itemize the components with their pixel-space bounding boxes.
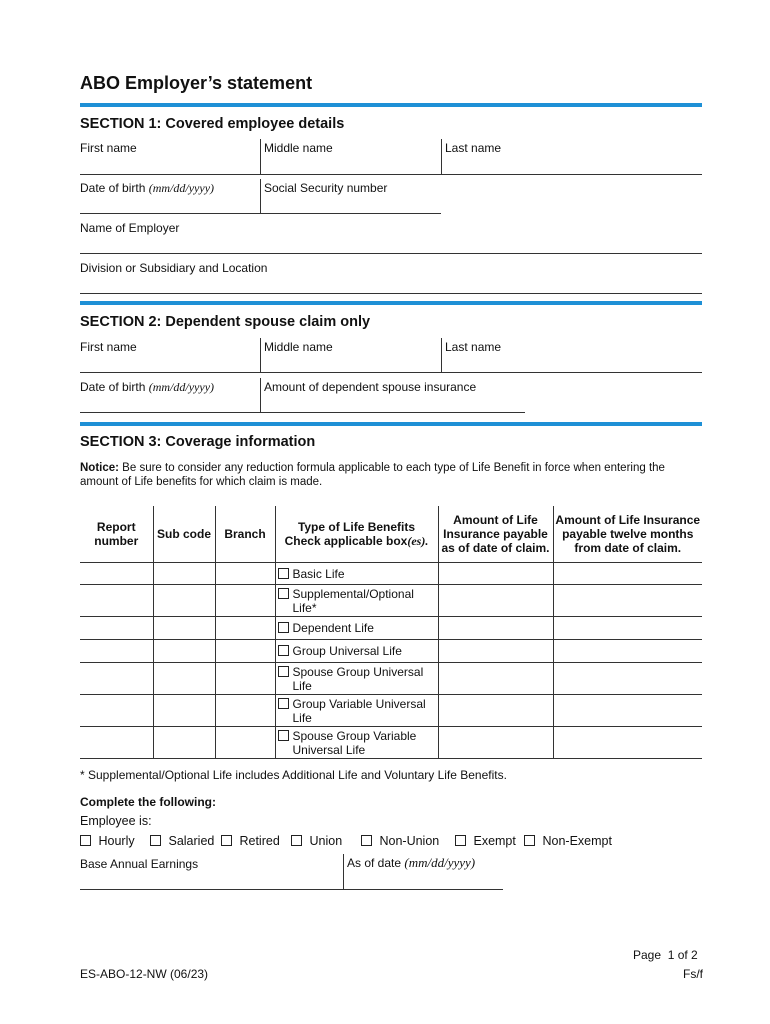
- table-row: [80, 695, 702, 727]
- option-non-union[interactable]: [361, 834, 439, 848]
- amount-date-cell[interactable]: [438, 585, 553, 617]
- sub-code-cell[interactable]: [153, 563, 215, 585]
- s2-first-name-label: First name: [80, 340, 137, 354]
- sub-code-cell[interactable]: [153, 695, 215, 727]
- checkbox-icon[interactable]: [455, 835, 466, 846]
- s2-middle-name-label: Middle name: [264, 340, 333, 354]
- coverage-table: [80, 506, 702, 759]
- s2-amount-label: Amount of dependent spouse insurance: [264, 380, 477, 394]
- option-non-exempt[interactable]: [524, 834, 612, 848]
- col-amount-twelve-months: Amount of Life Insurance payable twelve months from date of claim.: [553, 506, 702, 563]
- option-exempt[interactable]: [455, 834, 516, 848]
- benefit-label: Spouse Group Universal Life: [292, 664, 424, 693]
- col-type-of-benefits: [275, 506, 438, 563]
- s1-middle-name-field[interactable]: [260, 141, 441, 174]
- section-divider: [80, 422, 702, 426]
- s2-amount-field[interactable]: [260, 380, 525, 412]
- option-label: Non-Exempt: [542, 834, 612, 848]
- sub-code-cell[interactable]: [153, 727, 215, 759]
- s1-dob-field[interactable]: [80, 181, 260, 213]
- s1-ssn-label: Social Security number: [264, 181, 388, 195]
- checkbox-icon[interactable]: [80, 835, 91, 846]
- option-label: Hourly: [98, 834, 135, 848]
- table-row: [80, 663, 702, 695]
- section3-heading: SECTION 3: Coverage information: [80, 434, 316, 450]
- benefit-basic-life[interactable]: [275, 563, 438, 585]
- s2-last-name-field[interactable]: [441, 340, 702, 372]
- amount-twelve-cell[interactable]: [553, 617, 702, 640]
- sub-code-cell[interactable]: [153, 640, 215, 663]
- s1-last-name-field[interactable]: [441, 141, 702, 174]
- amount-date-cell[interactable]: [438, 617, 553, 640]
- footnote: * Supplemental/Optional Life includes Additional Life and Voluntary Life Benefits.: [80, 768, 507, 782]
- base-earnings-field[interactable]: [80, 857, 342, 889]
- benefit-label: Supplemental/Optional Life*: [292, 586, 414, 615]
- s2-middle-name-field[interactable]: [260, 340, 441, 372]
- s1-first-name-field[interactable]: [80, 141, 260, 174]
- option-label: Union: [309, 834, 343, 848]
- option-union[interactable]: [291, 834, 342, 848]
- benefit-label: Group Universal Life: [292, 644, 402, 658]
- section1-heading: SECTION 1: Covered employee details: [80, 116, 345, 132]
- page-number: Page 1 of 2: [633, 948, 698, 962]
- amount-date-cell[interactable]: [438, 663, 553, 695]
- benefit-label: Basic Life: [292, 566, 345, 581]
- amount-twelve-cell[interactable]: [553, 585, 702, 617]
- section-divider: [80, 301, 702, 305]
- s1-dob-label: Date of birth: [80, 181, 146, 195]
- s2-first-name-field[interactable]: [80, 340, 260, 372]
- amount-twelve-cell[interactable]: [553, 695, 702, 727]
- benefit-label: Group Variable Universal Life: [292, 696, 426, 725]
- report-number-cell[interactable]: [80, 663, 153, 695]
- notice-label: Notice:: [80, 462, 119, 474]
- report-number-cell[interactable]: [80, 727, 153, 759]
- report-number-cell[interactable]: [80, 640, 153, 663]
- amount-date-cell[interactable]: [438, 563, 553, 585]
- checkbox-icon[interactable]: [221, 835, 232, 846]
- amount-twelve-cell[interactable]: [553, 563, 702, 585]
- benefit-supplemental-life[interactable]: [275, 585, 438, 617]
- checkbox-icon[interactable]: [278, 622, 289, 633]
- checkbox-icon[interactable]: [278, 588, 289, 599]
- checkbox-icon[interactable]: [278, 730, 289, 741]
- complete-heading: Complete the following:: [80, 795, 216, 809]
- checkbox-icon[interactable]: [291, 835, 302, 846]
- report-number-cell[interactable]: [80, 563, 153, 585]
- table-row: [80, 640, 702, 663]
- sub-code-cell[interactable]: [153, 585, 215, 617]
- table-header-row: [80, 506, 702, 563]
- report-number-cell[interactable]: [80, 585, 153, 617]
- base-earnings-label: Base Annual Earnings: [80, 857, 199, 871]
- report-number-cell[interactable]: [80, 617, 153, 640]
- as-of-date-label: As of date: [347, 856, 402, 870]
- amount-twelve-cell[interactable]: [553, 727, 702, 759]
- sub-code-cell[interactable]: [153, 663, 215, 695]
- amount-twelve-cell[interactable]: [553, 663, 702, 695]
- col-report-number: Report number: [80, 506, 153, 563]
- s1-ssn-field[interactable]: [260, 181, 441, 213]
- option-label: Exempt: [473, 834, 516, 848]
- as-of-date-field[interactable]: [343, 855, 503, 889]
- page-title: ABO Employer’s statement: [80, 73, 313, 93]
- checkbox-icon[interactable]: [524, 835, 535, 846]
- s2-dob-field[interactable]: [80, 380, 260, 412]
- section-divider: [80, 103, 702, 107]
- s2-dob-label: Date of birth: [80, 380, 146, 394]
- option-label: Non-Union: [379, 834, 440, 848]
- branch-cell[interactable]: [215, 663, 275, 695]
- option-retired[interactable]: [221, 834, 280, 848]
- benefit-label: Spouse Group Variable Universal Life: [292, 728, 417, 757]
- notice-text: [80, 461, 705, 489]
- checkbox-icon[interactable]: [278, 568, 289, 579]
- option-salaried[interactable]: [150, 834, 214, 848]
- table-row: [80, 563, 702, 585]
- amount-date-cell[interactable]: [438, 640, 553, 663]
- employee-is-label: Employee is:: [80, 814, 152, 828]
- checkbox-icon[interactable]: [278, 698, 289, 709]
- benefit-group-universal-life[interactable]: [275, 640, 438, 663]
- checkbox-icon[interactable]: [150, 835, 161, 846]
- fsf-code: Fs/f: [683, 967, 703, 981]
- option-hourly[interactable]: [80, 834, 135, 848]
- s1-middle-name-label: Middle name: [264, 141, 333, 155]
- col-type-line2-em: (es).: [407, 534, 429, 548]
- col-amount-date-of-claim: Amount of Life Insurance payable as of date of claim.: [438, 506, 553, 563]
- section2-heading: SECTION 2: Dependent spouse claim only: [80, 314, 371, 330]
- s1-division-field[interactable]: [80, 261, 702, 293]
- col-type-line1: Type of Life Benefits: [297, 520, 416, 534]
- s2-dob-format: (mm/dd/yyyy): [148, 380, 215, 394]
- checkbox-icon[interactable]: [278, 645, 289, 656]
- branch-cell[interactable]: [215, 585, 275, 617]
- benefit-dependent-life[interactable]: [275, 617, 438, 640]
- s1-employer-field[interactable]: [80, 221, 702, 253]
- report-number-cell[interactable]: [80, 695, 153, 727]
- branch-cell[interactable]: [215, 563, 275, 585]
- table-row: [80, 727, 702, 759]
- branch-cell[interactable]: [215, 640, 275, 663]
- branch-cell[interactable]: [215, 617, 275, 640]
- form-code: ES-ABO-12-NW (06/23): [80, 967, 209, 981]
- checkbox-icon[interactable]: [278, 666, 289, 677]
- as-of-date-format: (mm/dd/yyyy): [404, 855, 476, 870]
- option-label: Retired: [239, 834, 280, 848]
- table-row: [80, 585, 702, 617]
- amount-date-cell[interactable]: [438, 695, 553, 727]
- s1-last-name-label: Last name: [445, 141, 502, 155]
- col-sub-code: Sub code: [153, 506, 215, 563]
- option-label: Salaried: [168, 834, 215, 848]
- s1-division-label: Division or Subsidiary and Location: [80, 261, 268, 275]
- benefit-spouse-group-variable-universal-life[interactable]: [275, 727, 438, 759]
- s2-last-name-label: Last name: [445, 340, 502, 354]
- checkbox-icon[interactable]: [361, 835, 372, 846]
- s1-employer-label: Name of Employer: [80, 221, 180, 235]
- benefit-group-variable-universal-life[interactable]: [275, 695, 438, 727]
- amount-twelve-cell[interactable]: [553, 640, 702, 663]
- sub-code-cell[interactable]: [153, 617, 215, 640]
- col-branch: Branch: [215, 506, 275, 563]
- branch-cell[interactable]: [215, 727, 275, 759]
- amount-date-cell[interactable]: [438, 727, 553, 759]
- col-type-line2: Check applicable box: [284, 534, 408, 548]
- notice-body: Be sure to consider any reduction formula applicable to each type of Life Benefit in force when entering the amount of Life benefits for which claim is made.: [80, 462, 665, 488]
- branch-cell[interactable]: [215, 695, 275, 727]
- s1-dob-format: (mm/dd/yyyy): [148, 181, 215, 195]
- benefit-label: Dependent Life: [292, 621, 374, 635]
- table-row: [80, 617, 702, 640]
- s1-first-name-label: First name: [80, 141, 137, 155]
- benefit-spouse-group-universal-life[interactable]: [275, 663, 438, 695]
